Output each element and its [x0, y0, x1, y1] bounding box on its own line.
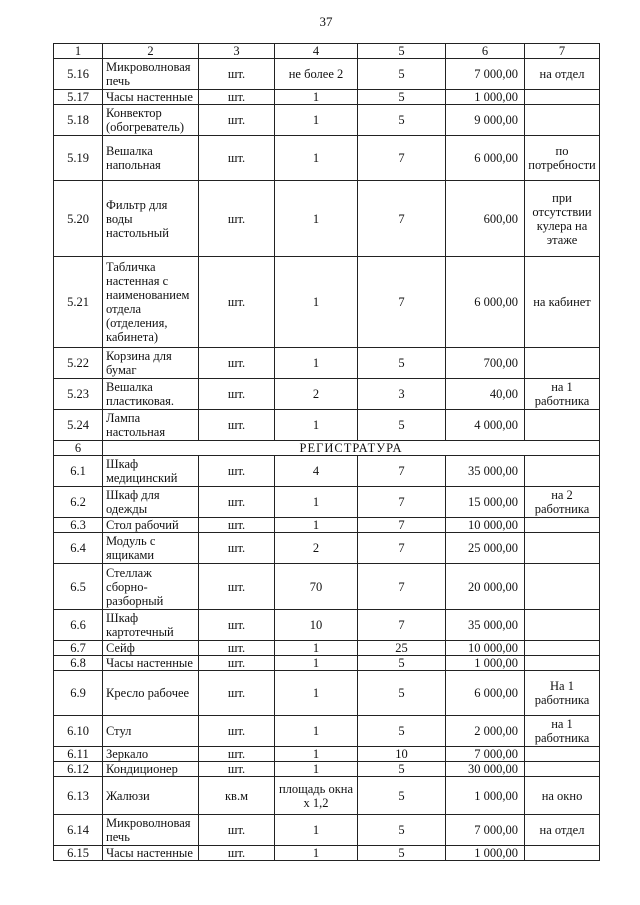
service-years-cell: 5 — [358, 815, 446, 846]
table-row — [54, 656, 600, 671]
unit-cell: шт. — [199, 257, 275, 348]
quantity-cell: 1 — [275, 518, 358, 533]
table-row — [54, 533, 600, 564]
unit-cell: шт. — [199, 671, 275, 716]
price-cell: 25 000,00 — [446, 533, 525, 564]
table-row — [54, 671, 600, 716]
item-name-cell: Шкаф картотечный — [103, 610, 199, 641]
item-name-cell: Микроволновая печь — [103, 815, 199, 846]
row-number-cell: 6.2 — [54, 487, 103, 518]
unit-cell: кв.м — [199, 777, 275, 815]
item-name-cell: Часы настенные — [103, 846, 199, 861]
row-number-cell: 6.1 — [54, 456, 103, 487]
item-name-cell: Сейф — [103, 641, 199, 656]
service-years-cell: 7 — [358, 564, 446, 610]
price-cell: 600,00 — [446, 181, 525, 257]
service-years-cell: 7 — [358, 518, 446, 533]
service-years-cell: 25 — [358, 641, 446, 656]
table-body — [54, 59, 600, 861]
quantity-cell: 1 — [275, 671, 358, 716]
note-cell: при отсутствии кулера на этаже — [525, 181, 600, 257]
service-years-cell: 5 — [358, 671, 446, 716]
service-years-cell: 5 — [358, 105, 446, 136]
row-number-cell: 6.11 — [54, 747, 103, 762]
note-cell — [525, 564, 600, 610]
column-header: 5 — [358, 44, 446, 59]
price-cell: 30 000,00 — [446, 762, 525, 777]
note-cell — [525, 610, 600, 641]
quantity-cell: 1 — [275, 846, 358, 861]
item-name-cell: Модуль с ящиками — [103, 533, 199, 564]
item-name-cell: Кондиционер — [103, 762, 199, 777]
quantity-cell: 1 — [275, 747, 358, 762]
quantity-cell: не более 2 — [275, 59, 358, 90]
table-row — [54, 90, 600, 105]
price-cell: 2 000,00 — [446, 716, 525, 747]
table-row — [54, 136, 600, 181]
quantity-cell: 70 — [275, 564, 358, 610]
item-name-cell: Табличка настенная с наименованием отдела (отделения, кабинета) — [103, 257, 199, 348]
quantity-cell: 1 — [275, 105, 358, 136]
unit-cell: шт. — [199, 846, 275, 861]
unit-cell: шт. — [199, 762, 275, 777]
quantity-cell: 1 — [275, 487, 358, 518]
unit-cell: шт. — [199, 716, 275, 747]
table-row — [54, 410, 600, 441]
note-cell: на 1 работника — [525, 716, 600, 747]
price-cell: 4 000,00 — [446, 410, 525, 441]
unit-cell: шт. — [199, 90, 275, 105]
price-cell: 7 000,00 — [446, 815, 525, 846]
item-name-cell: Лампа настольная — [103, 410, 199, 441]
price-cell: 35 000,00 — [446, 456, 525, 487]
service-years-cell: 7 — [358, 533, 446, 564]
price-cell: 40,00 — [446, 379, 525, 410]
note-cell: на окно — [525, 777, 600, 815]
item-name-cell: Кресло рабочее — [103, 671, 199, 716]
service-years-cell: 5 — [358, 59, 446, 90]
note-cell — [525, 846, 600, 861]
table-row — [54, 762, 600, 777]
note-cell: на отдел — [525, 59, 600, 90]
row-number-cell: 5.16 — [54, 59, 103, 90]
price-cell: 15 000,00 — [446, 487, 525, 518]
price-cell: 1 000,00 — [446, 90, 525, 105]
note-cell — [525, 105, 600, 136]
unit-cell: шт. — [199, 564, 275, 610]
price-cell: 35 000,00 — [446, 610, 525, 641]
item-name-cell: Часы настенные — [103, 656, 199, 671]
row-number-cell: 6.3 — [54, 518, 103, 533]
note-cell — [525, 762, 600, 777]
item-name-cell: Микроволновая печь — [103, 59, 199, 90]
unit-cell: шт. — [199, 641, 275, 656]
price-cell: 700,00 — [446, 348, 525, 379]
service-years-cell: 7 — [358, 487, 446, 518]
price-cell: 6 000,00 — [446, 136, 525, 181]
table-row — [54, 181, 600, 257]
unit-cell: шт. — [199, 456, 275, 487]
quantity-cell: 10 — [275, 610, 358, 641]
note-cell: по потребности — [525, 136, 600, 181]
unit-cell: шт. — [199, 610, 275, 641]
header-row — [54, 44, 600, 59]
section-row — [54, 441, 600, 456]
row-number-cell: 5.19 — [54, 136, 103, 181]
quantity-cell: 2 — [275, 533, 358, 564]
unit-cell: шт. — [199, 410, 275, 441]
note-cell: на 1 работника — [525, 379, 600, 410]
item-name-cell: Конвектор (обогреватель) — [103, 105, 199, 136]
column-header: 3 — [199, 44, 275, 59]
table-row — [54, 379, 600, 410]
service-years-cell: 5 — [358, 656, 446, 671]
quantity-cell: 1 — [275, 348, 358, 379]
table-row — [54, 348, 600, 379]
item-name-cell: Вешалка напольная — [103, 136, 199, 181]
table-row — [54, 641, 600, 656]
unit-cell: шт. — [199, 136, 275, 181]
table-row — [54, 846, 600, 861]
table-row — [54, 487, 600, 518]
price-cell: 10 000,00 — [446, 641, 525, 656]
page-number: 37 — [319, 14, 333, 29]
note-cell — [525, 90, 600, 105]
note-cell — [525, 656, 600, 671]
price-cell: 1 000,00 — [446, 777, 525, 815]
row-number-cell: 5.24 — [54, 410, 103, 441]
price-cell: 10 000,00 — [446, 518, 525, 533]
note-cell: На 1 работника — [525, 671, 600, 716]
service-years-cell: 7 — [358, 456, 446, 487]
unit-cell: шт. — [199, 815, 275, 846]
note-cell — [525, 410, 600, 441]
row-number-cell: 6.13 — [54, 777, 103, 815]
item-name-cell: Стеллаж сборно-разборный — [103, 564, 199, 610]
service-years-cell: 5 — [358, 716, 446, 747]
price-cell: 20 000,00 — [446, 564, 525, 610]
unit-cell: шт. — [199, 518, 275, 533]
table-row — [54, 716, 600, 747]
item-name-cell: Жалюзи — [103, 777, 199, 815]
note-cell — [525, 533, 600, 564]
note-cell — [525, 641, 600, 656]
row-number-cell: 5.17 — [54, 90, 103, 105]
row-number-cell: 6.14 — [54, 815, 103, 846]
row-number-cell: 5.21 — [54, 257, 103, 348]
unit-cell: шт. — [199, 379, 275, 410]
service-years-cell: 7 — [358, 610, 446, 641]
row-number-cell: 6.8 — [54, 656, 103, 671]
service-years-cell: 10 — [358, 747, 446, 762]
unit-cell: шт. — [199, 747, 275, 762]
price-cell: 9 000,00 — [446, 105, 525, 136]
service-years-cell: 5 — [358, 762, 446, 777]
row-number-cell: 6.5 — [54, 564, 103, 610]
item-name-cell: Фильтр для воды настольный — [103, 181, 199, 257]
service-years-cell: 7 — [358, 257, 446, 348]
table-row — [54, 257, 600, 348]
row-number-cell: 5.18 — [54, 105, 103, 136]
note-cell — [525, 348, 600, 379]
table-row — [54, 564, 600, 610]
quantity-cell: 1 — [275, 716, 358, 747]
row-number-cell: 6.15 — [54, 846, 103, 861]
table-row — [54, 777, 600, 815]
quantity-cell: 1 — [275, 656, 358, 671]
quantity-cell: 1 — [275, 641, 358, 656]
row-number-cell: 6.6 — [54, 610, 103, 641]
unit-cell: шт. — [199, 59, 275, 90]
row-number-cell: 6.9 — [54, 671, 103, 716]
quantity-cell: 1 — [275, 90, 358, 105]
row-number-cell: 6.7 — [54, 641, 103, 656]
price-cell: 7 000,00 — [446, 747, 525, 762]
item-name-cell: Зеркало — [103, 747, 199, 762]
service-years-cell: 5 — [358, 90, 446, 105]
table-row — [54, 456, 600, 487]
quantity-cell: 1 — [275, 762, 358, 777]
note-cell: на 2 работника — [525, 487, 600, 518]
quantity-cell: 1 — [275, 410, 358, 441]
service-years-cell: 5 — [358, 410, 446, 441]
quantity-cell: площадь окна х 1,2 — [275, 777, 358, 815]
unit-cell: шт. — [199, 181, 275, 257]
service-years-cell: 5 — [358, 348, 446, 379]
note-cell: на кабинет — [525, 257, 600, 348]
price-cell: 6 000,00 — [446, 257, 525, 348]
column-header: 7 — [525, 44, 600, 59]
unit-cell: шт. — [199, 533, 275, 564]
item-name-cell: Вешалка пластиковая. — [103, 379, 199, 410]
item-name-cell: Стол рабочий — [103, 518, 199, 533]
table-row — [54, 59, 600, 90]
item-name-cell: Корзина для бумаг — [103, 348, 199, 379]
item-name-cell: Шкаф для одежды — [103, 487, 199, 518]
quantity-cell: 1 — [275, 257, 358, 348]
unit-cell: шт. — [199, 656, 275, 671]
row-number-cell: 5.23 — [54, 379, 103, 410]
unit-cell: шт. — [199, 105, 275, 136]
quantity-cell: 1 — [275, 181, 358, 257]
table-row — [54, 747, 600, 762]
quantity-cell: 1 — [275, 815, 358, 846]
row-number-cell: 6.12 — [54, 762, 103, 777]
section-title: РЕГИСТРАТУРА — [103, 441, 600, 456]
quantity-cell: 1 — [275, 136, 358, 181]
quantity-cell: 4 — [275, 456, 358, 487]
note-cell — [525, 518, 600, 533]
service-years-cell: 5 — [358, 777, 446, 815]
table-row — [54, 610, 600, 641]
table-row — [54, 105, 600, 136]
service-years-cell: 7 — [358, 136, 446, 181]
table-row — [54, 518, 600, 533]
service-years-cell: 5 — [358, 846, 446, 861]
note-cell: на отдел — [525, 815, 600, 846]
unit-cell: шт. — [199, 348, 275, 379]
column-header: 1 — [54, 44, 103, 59]
price-cell: 7 000,00 — [446, 59, 525, 90]
item-name-cell: Стул — [103, 716, 199, 747]
price-cell: 1 000,00 — [446, 846, 525, 861]
row-number-cell: 5.20 — [54, 181, 103, 257]
column-header: 6 — [446, 44, 525, 59]
equipment-table — [53, 43, 600, 861]
price-cell: 1 000,00 — [446, 656, 525, 671]
note-cell — [525, 456, 600, 487]
note-cell — [525, 747, 600, 762]
row-number-cell: 6.10 — [54, 716, 103, 747]
item-name-cell: Шкаф медицинский — [103, 456, 199, 487]
column-header: 4 — [275, 44, 358, 59]
row-number-cell: 6 — [54, 441, 103, 456]
row-number-cell: 6.4 — [54, 533, 103, 564]
quantity-cell: 2 — [275, 379, 358, 410]
service-years-cell: 3 — [358, 379, 446, 410]
unit-cell: шт. — [199, 487, 275, 518]
service-years-cell: 7 — [358, 181, 446, 257]
column-header: 2 — [103, 44, 199, 59]
row-number-cell: 5.22 — [54, 348, 103, 379]
table-row — [54, 815, 600, 846]
item-name-cell: Часы настенные — [103, 90, 199, 105]
price-cell: 6 000,00 — [446, 671, 525, 716]
